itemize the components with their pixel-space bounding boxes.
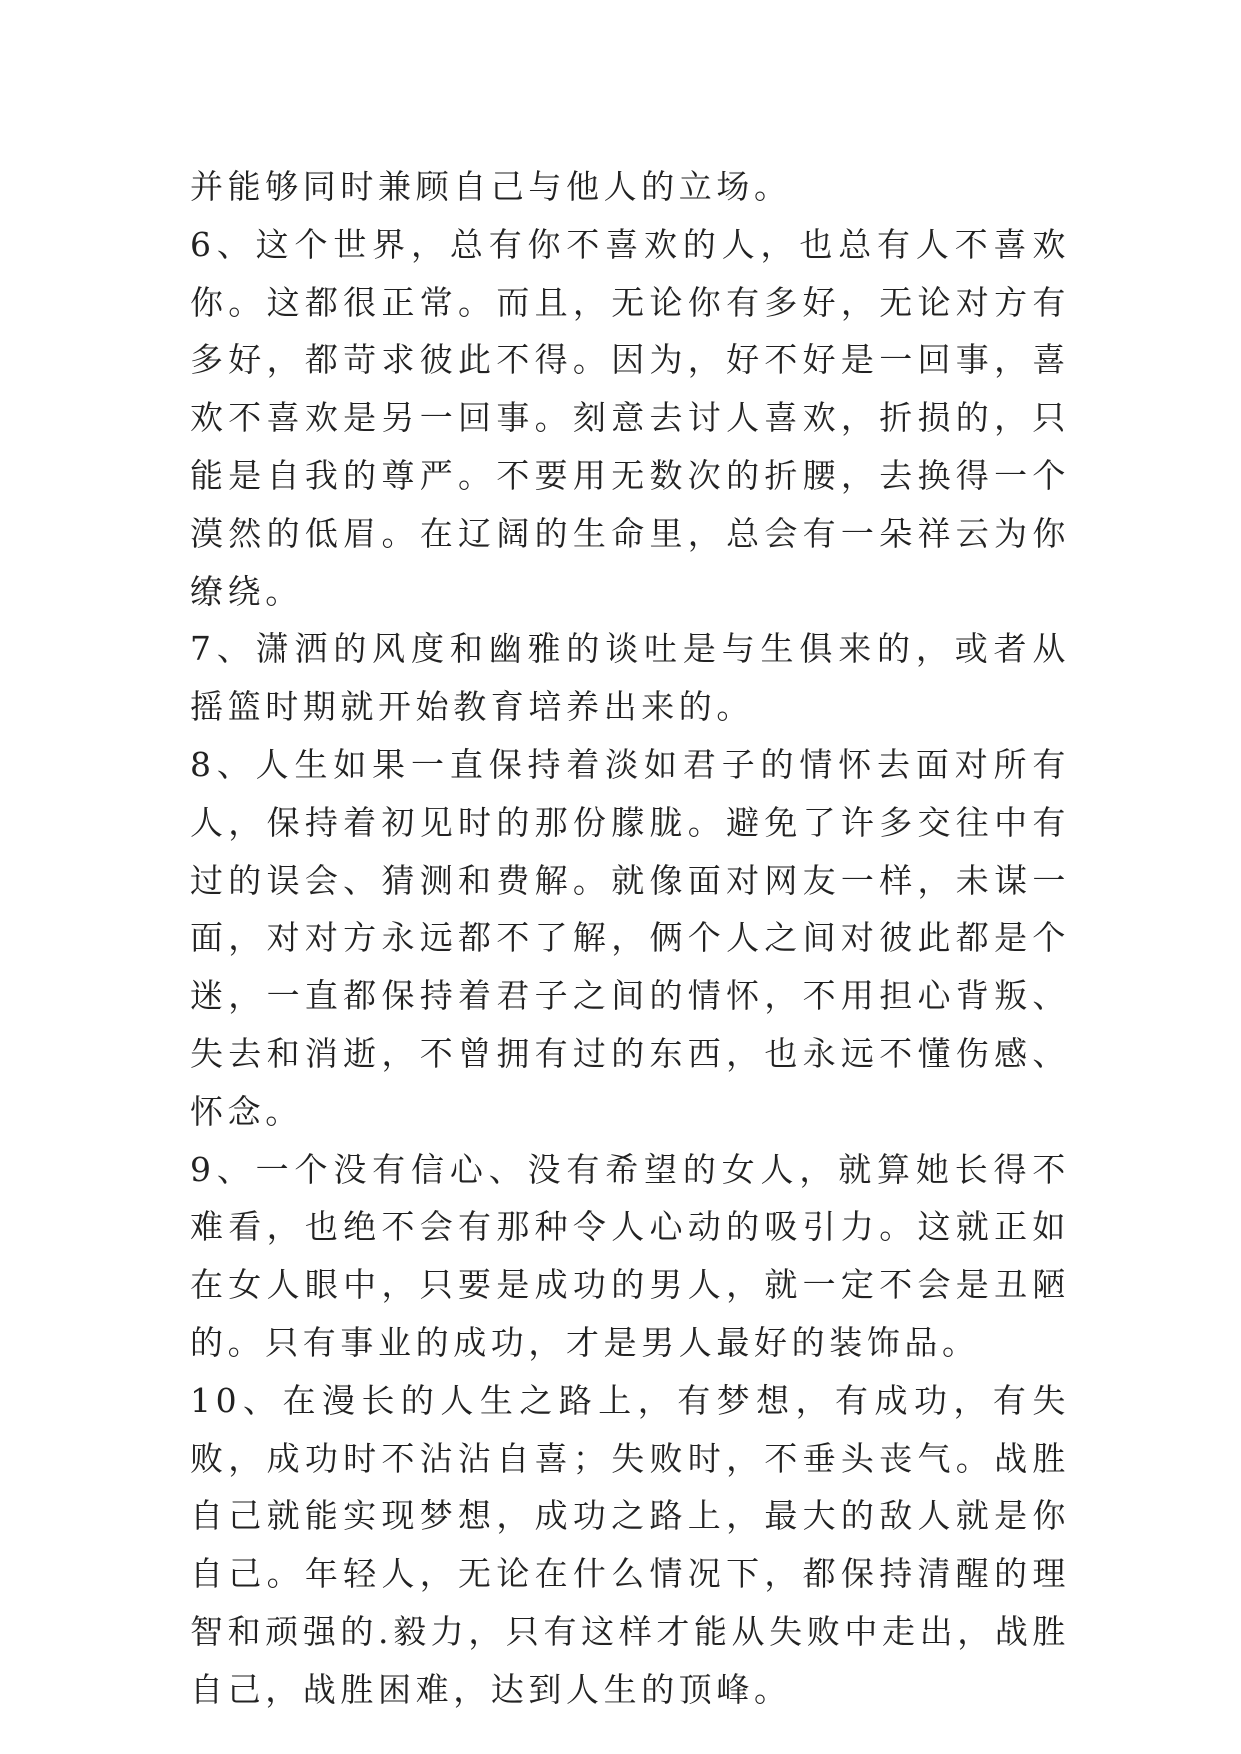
paragraph-9: 9、一个没有信心、没有希望的女人，就算她长得不难看，也绝不会有那种令人心动的吸引力。这就正如在女人眼中，只要是成功的男人，就一定不会是丑陋的。只有事业的成功，才是男人最好的装饰品。 xyxy=(190,1149,1070,1362)
paragraph-10: 10、在漫长的人生之路上，有梦想，有成功，有失败，成功时不沾沾自喜；失败时，不垂头丧气。战胜自己就能实现梦想，成功之路上，最大的敌人就是你自己。年轻人，无论在什么情况下，都保持清醒的理智和顽强的.毅力，只有这样才能从失败中走出，战胜自己，战胜困难，达到人生的顶峰。 xyxy=(190,1380,1070,1709)
paragraph-6: 6、这个世界，总有你不喜欢的人，也总有人不喜欢你。这都很正常。而且，无论你有多好，无论对方有多好，都苛求彼此不得。因为，好不好是一回事，喜欢不喜欢是另一回事。刻意去讨人喜欢，折损的，只能是自我的尊严。不要用无数次的折腰，去换得一个漠然的低眉。在辽阔的生命里，总会有一朵祥云为你缭绕。 xyxy=(190,224,1070,611)
document-body xyxy=(190,158,1070,1719)
paragraph-continuation: 并能够同时兼顾自己与他人的立场。 xyxy=(190,167,792,206)
paragraph-8: 8、人生如果一直保持着淡如君子的情怀去面对所有人，保持着初见时的那份朦胧。避免了许多交往中有过的误会、猜测和费解。就像面对网友一样，未谋一面，对对方永远都不了解，俩个人之间对彼此都是个迷，一直都保持着君子之间的情怀，不用担心背叛、失去和消逝，不曾拥有过的东西，也永远不懂伤感、怀念。 xyxy=(190,744,1070,1131)
paragraph-7: 7、潇洒的风度和幽雅的谈吐是与生俱来的，或者从摇篮时期就开始教育培养出来的。 xyxy=(190,629,1070,727)
